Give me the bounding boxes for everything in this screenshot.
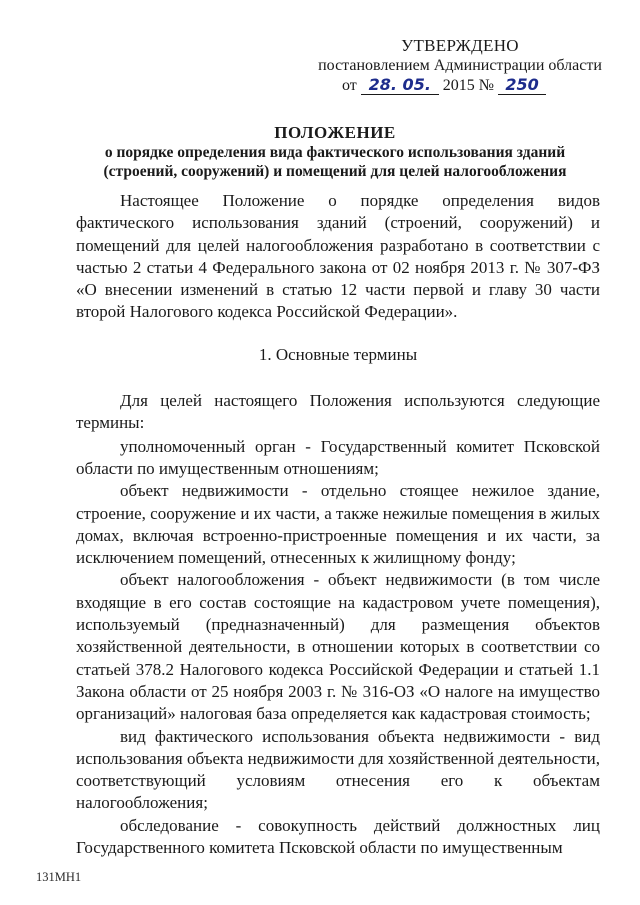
- footer-code: 131МН1: [36, 870, 82, 884]
- term-paragraph: вид фактического использования объекта недвижимости - вид использования объекта недвижимости для хозяйственной деятельности, соответствующий условиям отнесения его к объектам налогообложения;: [76, 726, 600, 813]
- approval-date-line: [300, 76, 620, 96]
- approval-heading: УТВЕРЖДЕНО: [401, 36, 519, 55]
- document-title-block: [70, 122, 600, 181]
- approval-stamp: [300, 36, 620, 96]
- term-paragraph: уполномоченный орган - Государственный комитет Псковской области по имущественным отношениям;: [76, 436, 600, 478]
- term-paragraph: объект налогообложения - объект недвижимости (в том числе входящие в его состав состоящие на кадастровом учете помещения), используемый (предназначенный) для размещения объектов хозяйственной деятельности, в отношении которых в соответствии со статьей 378.2 Налогового кодекса Российской Федерации и статьей 1.1 Закона области от 25 ноября 2003 г. № 316-ОЗ «О налоге на имущество организаций» налоговая база определяется как кадастровая стоимость;: [76, 570, 600, 724]
- intro-paragraph: Настоящее Положение о порядке определения видов фактического использования зданий (строений, сооружений) и помещений для целей налогообложения разработано в соответствии с частью 2 статьи 4 Федерального закона от 02 ноября 2013 г. № 307-ФЗ «О внесении изменений в статью 12 части первой и главу 30 части второй Налогового кодекса Российской Федерации».: [76, 191, 600, 322]
- term-paragraph: обследование - совокупность действий должностных лиц Государственного комитета Псковской области по имущественным: [76, 815, 600, 858]
- term-paragraph: объект недвижимости - отдельно стоящее нежилое здание, строение, сооружение и их части, а также нежилые помещения в жилых домах, включая встроенно-пристроенные помещения и их части, за исключением помещений, отнесенных к жилищному фонду;: [76, 481, 600, 568]
- approval-line: постановлением Администрации области: [318, 57, 602, 74]
- section-heading: 1. Основные термины: [258, 344, 418, 364]
- document-subtitle-line1: о порядке определения вида фактического использования зданий: [104, 144, 566, 161]
- date-prefix: от: [342, 77, 357, 94]
- document-subtitle-line2: (строений, сооружений) и помещений для целей налогообложения: [103, 163, 567, 180]
- handwritten-number: 250: [498, 76, 546, 95]
- document-title: ПОЛОЖЕНИЕ: [274, 123, 396, 142]
- document-body: [76, 190, 600, 859]
- approval-year: 2015 №: [442, 77, 495, 94]
- term-paragraph: Для целей настоящего Положения используются следующие термины:: [76, 391, 600, 433]
- handwritten-date: 28. 05.: [361, 76, 439, 95]
